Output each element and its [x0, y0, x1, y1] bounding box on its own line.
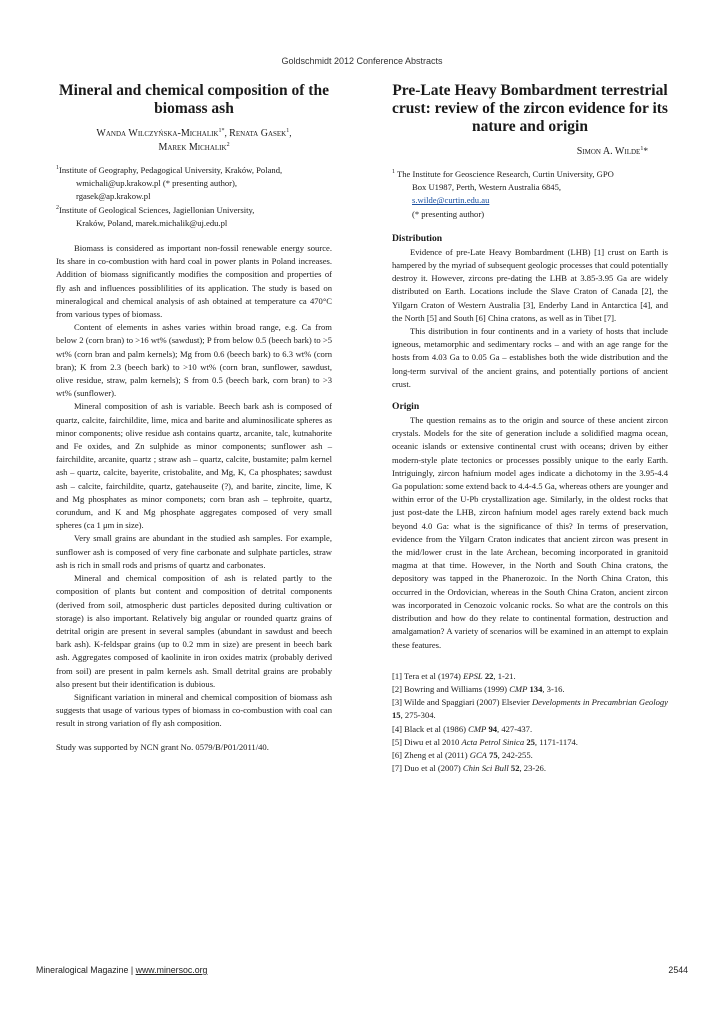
body-paragraph: Mineral and chemical composition of ash is related partly to the composition of plants but content and composition of detrital components (derived from soil, atmospheric dust particles deposited during cultivation or storage) is also important. Relatively big angular or rounded quartz grains of detrital origin are present in several samples (abundant in sawdust and beech bark ash). K-feldspar grains (up to 0.2 mm in size) are present in beech bark ash. Aggregates composed of kaolinite in iron oxides matrix (probably derived from soil) are present in palm kernels ash. Small detrital grains are probably also present but their identification is dubious.	[56, 573, 332, 689]
page-number: 2544	[668, 965, 688, 975]
right-affiliations: $^1$ The Institute for Geoscience Research, Curtin University, GPO Box U1987, Perth, Western Australia 6845, s.wilde@curtin.edu.au (* presenting author)	[392, 169, 614, 219]
body-paragraph: The question remains as to the origin and source of these ancient zircon crystals. Models for the site of generation include a solidified magma ocean, oceanic islands or extensive continental crust with oceans; driven by either modern-style plate tectonics or processes possibly unique to the early Earth. Intriguingly, zircon hafnium model ages indicate a dichotomy in the 3.95-4.4 Ga population: some extend back to 4.4-4.5 Ga, whereas others are younger and within error of the U-Pb crystallization age. Similarly, in the oldest rocks that just post-date the LHB, zircon hafnium model ages rarely extend back much beyond 4.0 Ga: what is the significance of this? In terms of preservation, evidence from the Yilgarn Craton indicates that ancient zircon was present in the mid/lower crust in the late Archean, becoming incorporated in granitoid magma at that time. However, in the North and South China cratons, the depository was tapped in the Phanerozoic. In the North China Craton, this occurred in the Ordovician, whereas in the South China Craton, ancient zircon was incorporated in Cenozoic volcanic rocks. So what are the controls on this distribution and how do they relate to continental formation, destruction and amalgamation? A variety of scenarios will be examined in an attempt to explain these features.	[392, 415, 668, 650]
author-name: Wanda Wilczyńska-Michalik	[96, 128, 219, 139]
footer-journal: Mineralogical Magazine | www.minersoc.org	[36, 965, 208, 975]
left-title: Mineral and chemical composition of the biomass ash	[59, 82, 329, 117]
body-paragraph: Significant variation in mineral and chemical composition of biomass ash suggests that usage of various types of biomass in co-combustion with coal can result in strong variation of fly ash composition.	[56, 691, 332, 729]
reference-item: [3] Wilde and Spaggiari (2007) Elsevier Developments in Precambrian Geology 15, 275-304.	[392, 697, 668, 721]
body-paragraph: Evidence of pre-Late Heavy Bombardment (LHB) [1] crust on Earth is hampered by the myriad of subsequent geologic processes that could potentially destroy it. However, zircons pre-dating the LHB at 3.85-3.95 Ga are widely distributed on Earth. Locations include the Slave Craton of Canada [2], the Yilgarn Craton of Western Australia [3], Enderby Land in Antarctica [4], and the North [5] and South [6] China cratons, as well as in Tibet [7].	[392, 246, 668, 323]
body-paragraph: Very small grains are abundant in the studied ash samples. For example, sunflower ash is composed of very fine carbonate and sulphate particles, straw ash is rich in small rods and prisms of quartz and carbonates.	[56, 533, 332, 570]
left-abstract	[56, 82, 332, 754]
right-authors: Simon A. Wilde$^1$*	[576, 145, 648, 157]
section-heading-origin: Origin	[392, 401, 420, 413]
body-paragraph: Content of elements in ashes varies within broad range, e.g. Ca from below 2 (corn bran) to >16 wt% (sawdust); P from below 0.5 (beech bark) to >5 wt% (corn bran and palm kernels); Mg from 0.6 (beech bark) to 6.3 wt% (corn bran); K from 2.3 (beech bark) to >10 wt% (corn bran, sunflower, sawdust, olive residue, straw, palm kernels); S from 0.5 (beech bark, corn bran) to >3 wt% (sunflower).	[56, 322, 332, 399]
funding-note: Study was supported by NCN grant No. 0579/B/P01/2011/40.	[56, 741, 269, 752]
email-link[interactable]: s.wilde@curtin.edu.au	[412, 195, 490, 206]
reference-item: [5] Diwu et al 2010 Acta Petrol Sinica 25, 1171-1174.	[392, 736, 578, 747]
reference-list	[392, 670, 668, 776]
reference-item: [7] Duo et al (2007) Chin Sci Bull 52, 23-26.	[392, 763, 546, 774]
journal-url-link[interactable]: www.minersoc.org	[135, 965, 208, 975]
reference-item: [4] Black et al (1986) CMP 94, 427-437.	[392, 723, 533, 734]
body-paragraph: This distribution in four continents and in a variety of hosts that include igneous, metamorphic and sedimentary rocks – and with an age range for the hosts from 4.03 Ga to 0.05 Ga – establishes both the wide distribution and the long-term survival of the ancient grains, and potentially portions of ancient crust.	[392, 326, 668, 389]
reference-item: [1] Tera et al (1974) EPSL 22, 1-21.	[392, 670, 516, 681]
section-heading-distribution: Distribution	[392, 232, 443, 244]
reference-item: [2] Bowring and Williams (1999) CMP 134, 3-16.	[392, 683, 565, 694]
right-abstract	[392, 82, 668, 775]
conference-header: Goldschmidt 2012 Conference Abstracts	[281, 56, 443, 66]
author-name: Renata Gasek	[229, 128, 287, 139]
author-name: Marek Michalik	[158, 142, 227, 153]
body-paragraph: Biomass is considered as important non-fossil renewable energy source. Its share in co-combustion with hard coal in power plants in Poland increases. Addition of biomass significantly modifies the composition and properties of fly ash and influences possiblilities of its application. The study is based on mineralogical and chemical analysis of ash obtained at temperature ca 470°C from various types of biomass.	[56, 243, 332, 320]
right-title: Pre-Late Heavy Bombardment terrestrial crust: review of the zircon evidence for its nature and origin	[392, 82, 668, 135]
body-paragraph: Mineral composition of ash is variable. Beech bark ash is composed of quartz, calcite, fairchildite, lime, mica and barite and aluminosilicate spheres as minor components; olive residue ash contains quartz, arcanite, talc, kutnahorite and Fe oxides, and Zn sulphide as minor components; sunflower ash – fairchildite, arcanite, quartz ; straw ash – quartz, calcite, bustamite; palm kernel ash – quartz, calcite, bayerite, cristobalite, and Mg, K, Ca phosphates; sawdust ash – calcite, fairchildite, quartz, gatehauseite (?), and barite, zincite, lime, K and Mg phosphates as minor componets; corn bran ash – tephroite, quartz, corundum, and K and Mg phosphate aggregates composed of very small spheres (ca 1 μm in size).	[56, 401, 332, 531]
left-authors: Wanda Wilczyńska-Michalik$^{1*}$, Renata Gasek$^1$, Marek Michalik$^2$	[96, 127, 292, 153]
reference-item: [6] Zheng et al (2011) GCA 75, 242-255.	[392, 749, 533, 760]
author-name: Simon A. Wilde	[576, 146, 641, 157]
left-affiliations: $^1$Institute of Geography, Pedagogical University, Kraków, Poland, wmichali@up.krakow.pl (* presenting author), rgasek@ap.krakow.pl $^2$Institute of Geological Sciences, Jagiellonian University, Kraków, Poland, marek.michalik@uj.edu.pl	[56, 165, 283, 228]
